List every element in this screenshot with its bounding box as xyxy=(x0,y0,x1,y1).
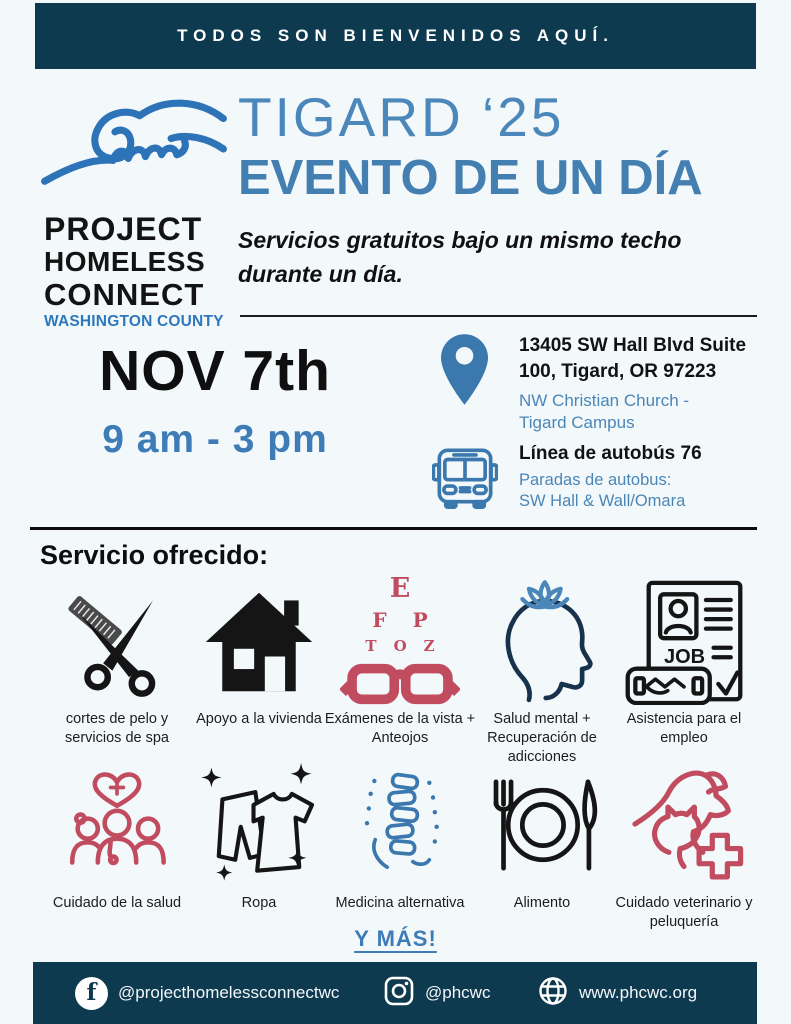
facebook-icon xyxy=(75,977,108,1010)
globe-icon xyxy=(537,975,569,1012)
date-time-block xyxy=(50,338,380,462)
service-food xyxy=(466,760,618,913)
service-employment xyxy=(608,578,760,748)
glasses-icon xyxy=(340,660,460,710)
event-title-year: TIGARD ‘25 xyxy=(238,86,565,148)
website-contact xyxy=(537,962,697,1024)
address-block xyxy=(519,333,769,434)
map-pin-icon xyxy=(441,334,488,410)
vet-care-icon xyxy=(608,760,760,890)
more-services-note xyxy=(0,926,791,952)
service-label: Asistencia para el empleo xyxy=(626,711,742,747)
address-line2: 100, Tigard, OR 97223 xyxy=(519,361,717,382)
bus-stops-label: Paradas de autobus: xyxy=(519,471,672,489)
eye-chart-row1: E xyxy=(389,572,411,604)
service-label: Exámenes de la vista + Anteojos xyxy=(324,711,476,747)
clothing-icon xyxy=(183,760,335,890)
scissors-comb-icon xyxy=(41,578,193,706)
service-mental-health xyxy=(466,578,618,767)
event-title-block xyxy=(238,86,763,291)
welcome-banner xyxy=(35,3,756,69)
service-veterinary xyxy=(608,760,760,932)
event-date: NOV 7th xyxy=(99,339,331,403)
address-line1: 13405 SW Hall Blvd Suite xyxy=(519,335,747,356)
logo-line-connect: CONNECT xyxy=(44,277,205,312)
job-icon-text: JOB xyxy=(663,645,706,668)
bus-icon xyxy=(432,443,498,514)
service-housing xyxy=(183,578,335,729)
logo-line-project: PROJECT xyxy=(44,211,203,247)
venue-line2: Tigard Campus xyxy=(519,413,635,432)
bus-info-block xyxy=(519,442,769,512)
eye-chart-glasses-icon xyxy=(324,572,476,706)
service-label: Apoyo a la vivienda xyxy=(196,711,322,727)
bus-stops-value: SW Hall & Wall/Omara xyxy=(519,492,686,510)
welcome-banner-text: TODOS SON BIENVENIDOS AQUÍ. xyxy=(177,26,614,45)
service-haircuts xyxy=(41,578,193,748)
title-divider xyxy=(240,315,757,317)
service-label: cortes de pelo y servicios de spa xyxy=(65,711,169,747)
handshake-icon xyxy=(38,193,230,210)
footer-bar xyxy=(33,962,757,1024)
facebook-contact xyxy=(75,962,339,1024)
service-vision xyxy=(324,572,476,748)
service-label: Alimento xyxy=(513,895,571,911)
service-alt-medicine xyxy=(324,760,476,913)
organization-logo xyxy=(38,90,238,330)
house-icon xyxy=(183,578,335,706)
job-assistance-icon xyxy=(608,578,760,706)
service-clothing xyxy=(183,760,335,913)
service-healthcare xyxy=(41,760,193,913)
logo-wordmark xyxy=(38,213,238,330)
event-time: 9 am - 3 pm xyxy=(102,418,328,461)
event-title-main: EVENTO DE UN DÍA xyxy=(238,151,703,205)
venue-line1: NW Christian Church - xyxy=(519,391,690,410)
mind-lotus-icon xyxy=(466,578,618,706)
eye-chart-row3: TOZ xyxy=(365,636,452,655)
service-label: Salud mental + Recuperación de adicciones xyxy=(487,711,597,766)
spine-icon xyxy=(324,760,476,890)
facebook-glyph: f xyxy=(86,978,97,1006)
services-heading: Servicio ofrecido: xyxy=(40,540,269,570)
instagram-handle: @phcwc xyxy=(425,983,491,1002)
service-label: Cuidado veterinario y peluquería xyxy=(615,895,753,931)
service-label: Cuidado de la salud xyxy=(52,895,182,911)
instagram-icon xyxy=(383,975,415,1012)
website-url: www.phcwc.org xyxy=(579,983,698,1002)
medical-team-icon xyxy=(41,760,193,890)
eye-chart-row2: FP xyxy=(372,607,454,632)
logo-line-county: WASHINGTON COUNTY xyxy=(44,313,224,330)
service-label: Medicina alternativa xyxy=(335,895,465,911)
bus-line-title: Línea de autobús 76 xyxy=(519,443,702,464)
section-divider xyxy=(30,527,757,530)
logo-line-homeless: HOMELESS xyxy=(44,246,206,277)
meal-icon xyxy=(466,760,618,890)
instagram-contact xyxy=(383,962,490,1024)
facebook-handle: @projecthomelessconnectwc xyxy=(118,983,340,1002)
more-services-text: Y MÁS! xyxy=(354,926,437,951)
event-subtitle: Servicios gratuitos bajo un mismo techo durante un día. xyxy=(238,227,682,287)
service-label: Ropa xyxy=(241,895,277,911)
